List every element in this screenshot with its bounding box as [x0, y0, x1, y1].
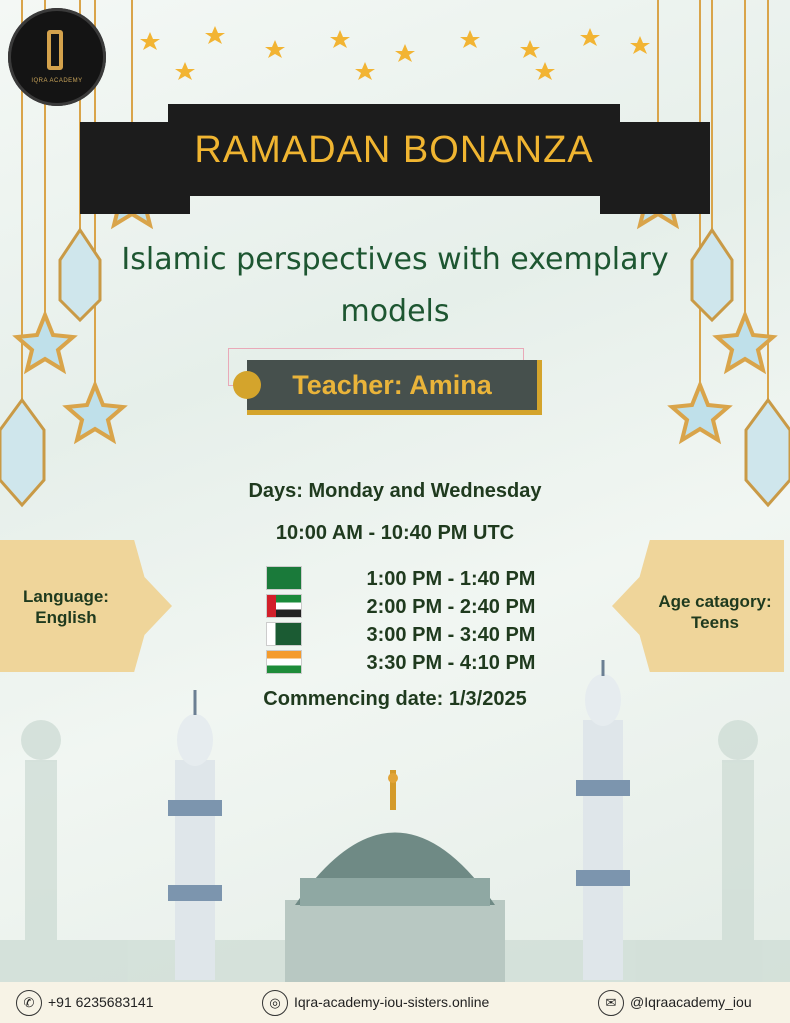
green-dome — [285, 770, 505, 982]
saudi-arabia-flag-icon — [266, 566, 302, 590]
subtitle-line2: models — [340, 294, 450, 329]
banner-title: RAMADAN BONANZA — [194, 129, 594, 171]
globe-icon: ◎ — [262, 990, 288, 1016]
age-label — [640, 591, 790, 633]
time-text: 3:00 PM - 3:40 PM — [366, 624, 536, 646]
footer-phone — [16, 988, 154, 1016]
pakistan-flag-icon — [266, 622, 302, 646]
time-row — [266, 650, 586, 676]
utc-time-text: 10:00 AM - 10:40 PM UTC — [275, 522, 515, 544]
logo-text: IQRA ACADEMY — [31, 78, 83, 84]
phone-text: +91 6235683141 — [48, 994, 154, 1010]
age-value: Teens — [691, 613, 739, 632]
subtitle — [60, 234, 730, 338]
time-text: 3:30 PM - 4:10 PM — [366, 652, 536, 674]
uae-flag-icon — [266, 594, 302, 618]
subtitle-line1: Islamic perspectives with exemplary — [121, 242, 669, 277]
age-label-line1: Age catagory: — [658, 592, 772, 611]
academy-logo — [8, 8, 106, 106]
language-label — [6, 586, 126, 628]
days-text: Days: Monday and Wednesday — [248, 480, 542, 502]
footer-email[interactable] — [598, 988, 752, 1016]
email-text: @Iqraacademy_iou — [630, 994, 752, 1010]
time-row — [266, 622, 586, 648]
footer-website[interactable] — [262, 988, 489, 1016]
minaret-left — [168, 690, 222, 980]
language-value: English — [35, 608, 97, 627]
time-text: 2:00 PM - 2:40 PM — [366, 596, 536, 618]
teacher-label: Teacher: Amina — [292, 370, 492, 400]
india-flag-icon — [266, 650, 302, 674]
website-text: Iqra-academy-iou-sisters.online — [294, 994, 490, 1010]
time-row — [266, 566, 586, 592]
commencing-date: Commencing date: 1/3/2025 — [263, 688, 527, 710]
time-text: 1:00 PM - 1:40 PM — [366, 568, 536, 590]
mail-icon: ✉ — [598, 990, 624, 1016]
language-label-line1: Language: — [23, 587, 109, 606]
phone-icon: ✆ — [16, 990, 42, 1016]
logo-mark-icon — [47, 30, 63, 70]
time-row — [266, 594, 586, 620]
